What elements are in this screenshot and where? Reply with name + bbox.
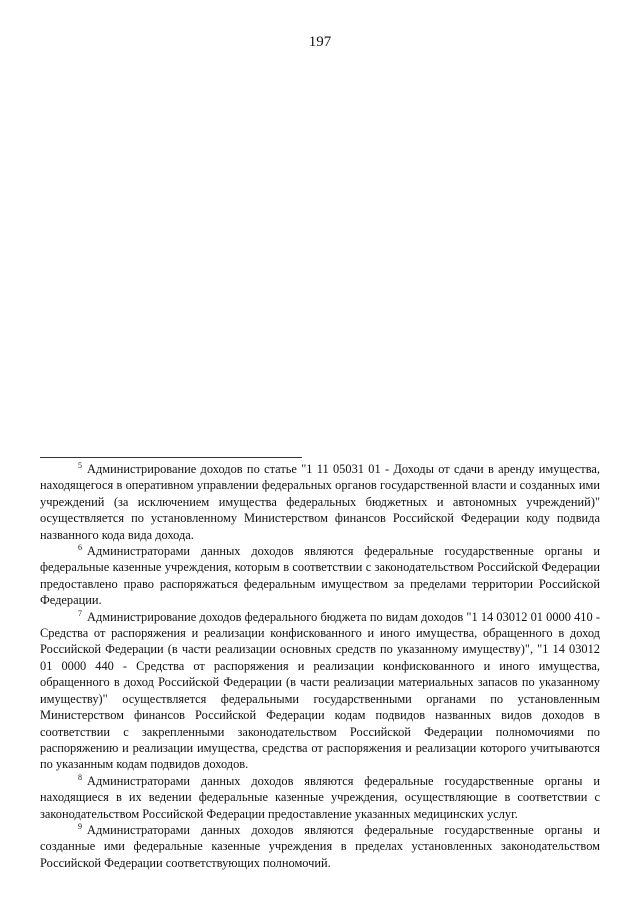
footnote-5 xyxy=(40,461,600,543)
footnotes-section xyxy=(40,461,600,871)
footnote-9 xyxy=(40,822,600,871)
footnote-text: Администрирование доходов по статье "1 11 05031 01 - Доходы от сдачи в аренду имущества, находящегося в оперативном управлении федеральных органов государственной власти и созданных ими учреждений (за исключением имущества федеральных бюджетных и автономных учреждений)" осуществляется по установленному Министерством финансов Российской Федерации коду подвида названного кода вида дохода. xyxy=(40,462,600,542)
footnote-6 xyxy=(40,543,600,609)
footnote-separator xyxy=(40,457,302,458)
footnote-text: Администраторами данных доходов являются федеральные государственные органы и созданные ими федеральные казенные учреждения в пределах установленных законодательством Российской Федерации соответствующих полномочий. xyxy=(40,822,600,870)
footnote-mark: 8 xyxy=(78,772,82,782)
footnote-text: Администрирование доходов федерального бюджета по видам доходов "1 14 03012 01 0000 410 - Средства от распоряжения и реализации конфискованного и иного имущества, обращенного в доход Российской Федерации (в части реализации основных средств по указанному имуществу)", "1 14 03012 01 0000 440 - Средства от распоряжения и реализации конфискованного и иного имущества, обращенного в доход Российской Федерации (в части реализации материальных запасов по указанному имуществу)" осуществляется федеральными государственными органами по установленным Министерством финансов Российской Федерации кодам подвидов названных видов доходов в соответствии с закрепленными законодательством Российской Федерации полномочиями по распоряжению и реализации имущества, средства от распоряжения и реализации которого учитываются по указанным кодам подвидов доходов. xyxy=(40,609,600,772)
footnote-mark: 6 xyxy=(78,543,82,553)
footnote-mark: 9 xyxy=(78,821,82,831)
footnote-text: Администраторами данных доходов являются федеральные государственные органы и федеральные казенные учреждения, которым в соответствии с законодательством Российской Федерации предоставлено право распоряжаться федеральным имуществом за пределами территории Российской Федерации. xyxy=(40,544,600,608)
footnote-8 xyxy=(40,773,600,822)
footnote-7 xyxy=(40,609,600,773)
page-number: 197 xyxy=(308,34,332,50)
footnote-mark: 7 xyxy=(78,608,82,618)
footnote-text: Администраторами данных доходов являются федеральные государственные органы и находящиеся в их ведении федеральные казенные учреждения, осуществляющие в соответствии с законодательством Российской Федерации предоставление указанных медицинских услуг. xyxy=(40,773,600,821)
footnote-mark: 5 xyxy=(78,461,82,470)
